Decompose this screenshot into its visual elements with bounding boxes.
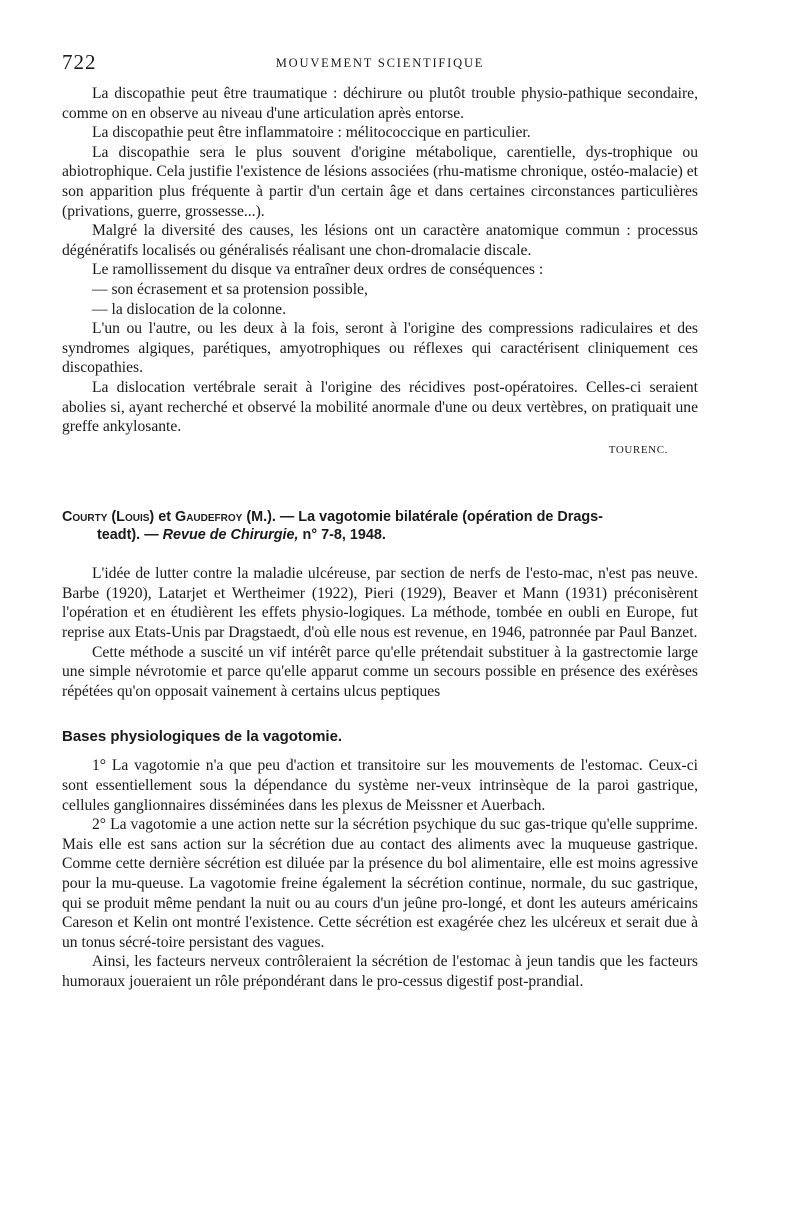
paragraph: 1° La vagotomie n'a que peu d'action et transitoire sur les mouvements de l'estomac. Ceux-ci sont essentiellement sous la dépendance du système ner-veux intrinsèque de la paroi gastrique, cellules ganglionnaires disséminées dans les plexus de Meissner et Auerbach. (62, 757, 698, 814)
page (62, 50, 698, 992)
citation-dash: — (279, 509, 295, 526)
paragraph: La discopathie peut être inflammatoire : mélitococcique en particulier. (92, 124, 531, 142)
author-connector: et (158, 509, 172, 526)
page-header (62, 50, 698, 84)
page-number: 722 (62, 50, 97, 74)
citation-dash: — (144, 527, 159, 544)
paragraph: Le ramollissement du disque va entraîner deux ordres de conséquences : (92, 261, 544, 279)
paragraph: La discopathie sera le plus souvent d'origine métabolique, carentielle, dys-trophique ou abiotrophique. Cela justifie l'existence de lésions associées (rhu-matisme chronique, ostéo-malacie) et son apparition plus fréquente à partir d'un certain âge et dans certaines circonstances particulières (privations, guerre, grossesse...). (62, 143, 698, 220)
reviewer-signature: TOURENC. (608, 443, 668, 456)
review-discopathie (62, 84, 698, 460)
author-name: Gaudefroy (M.). (175, 509, 276, 526)
running-head: MOUVEMENT SCIENTIFIQUE (275, 56, 485, 70)
author-name: Courty (Louis) (62, 509, 155, 526)
journal-issue: n° 7-8, 1948. (302, 527, 386, 544)
article-citation (62, 508, 698, 544)
section-body (62, 756, 698, 991)
paragraph: La discopathie peut être traumatique : déchirure ou plutôt trouble physio-pathique secondaire, comme on en observe au niveau d'une articulation après entorse. (62, 85, 698, 122)
paragraph: 2° La vagotomie a une action nette sur la sécrétion psychique du suc gas-trique qu'elle supprime. Mais elle est sans action sur la sécrétion due au contact des aliments avec la muqueuse gastrique. Comme cette dernière sécrétion est diluée par la présence du bol alimentaire, elle est moins agressive pour la mu-queuse. La vagotomie freine également la sécrétion continue, normale, du suc gastrique, qui se produit même pendant la nuit ou au cours d'un jeûne pro-longé, et dont les auteurs américains Careson et Kelin ont montré l'existence. Cette sécrétion est exagérée chez les ulcéreux et serait due à un tonus sécré-toire persistant des vagues. (62, 816, 698, 951)
paragraph: L'idée de lutter contre la maladie ulcéreuse, par section de nerfs de l'esto-mac, n'est pas neuve. Barbe (1920), Latarjet et Wertheimer (1922), Pieri (1929), Beaver et Mann (1931) préconisèrent l'opération et en étudièrent les effets physio-logiques. La méthode, tombée en oubli en Europe, fut reprise aux Etats-Unis par Dragstaedt, d'où elle nous est revenue, en 1946, patronnée par Paul Banzet. (62, 565, 698, 642)
article-title-continued: teadt). (97, 527, 141, 544)
paragraph: La dislocation vertébrale serait à l'origine des récidives post-opératoires. Celles-ci seraient abolies si, ayant recherché et observé la mobilité anormale d'une ou deux vertèbres, on pratiquait une greffe ankylosante. (62, 378, 698, 436)
section-heading: Bases physiologiques de la vagotomie. (62, 728, 343, 746)
article-title: La vagotomie bilatérale (opération de Drags- (298, 509, 603, 526)
paragraph: Ainsi, les facteurs nerveux contrôleraient la sécrétion de l'estomac à jeun tandis que les facteurs humoraux joueraient un rôle prépondérant dans le pro-cessus digestif post-prandial. (62, 953, 698, 990)
paragraph: L'un ou l'autre, ou les deux à la fois, seront à l'origine des compressions radiculaires et des syndromes algiques, parétiques, amyotrophiques ou réflexes qui caractérisent cliniquement ces discopathies. (62, 320, 698, 377)
journal-name: Revue de Chirurgie, (162, 527, 299, 544)
list-item: — la dislocation de la colonne. (92, 300, 287, 318)
list-item: — son écrasement et sa protension possible, (92, 280, 368, 298)
paragraph: Cette méthode a suscité un vif intérêt parce qu'elle prétendait substituer à la gastrectomie large une simple névrotomie et parce qu'elle apparut comme un secours possible en présence des exérèses répétées qu'on opposait vainement à certains ulcus peptiques (62, 643, 698, 700)
review-vagotomie (62, 564, 698, 701)
paragraph: Malgré la diversité des causes, les lésions ont un caractère anatomique commun : processus dégénératifs localisés ou généralisés réalisant une chon-dromalacie discale. (62, 222, 698, 259)
